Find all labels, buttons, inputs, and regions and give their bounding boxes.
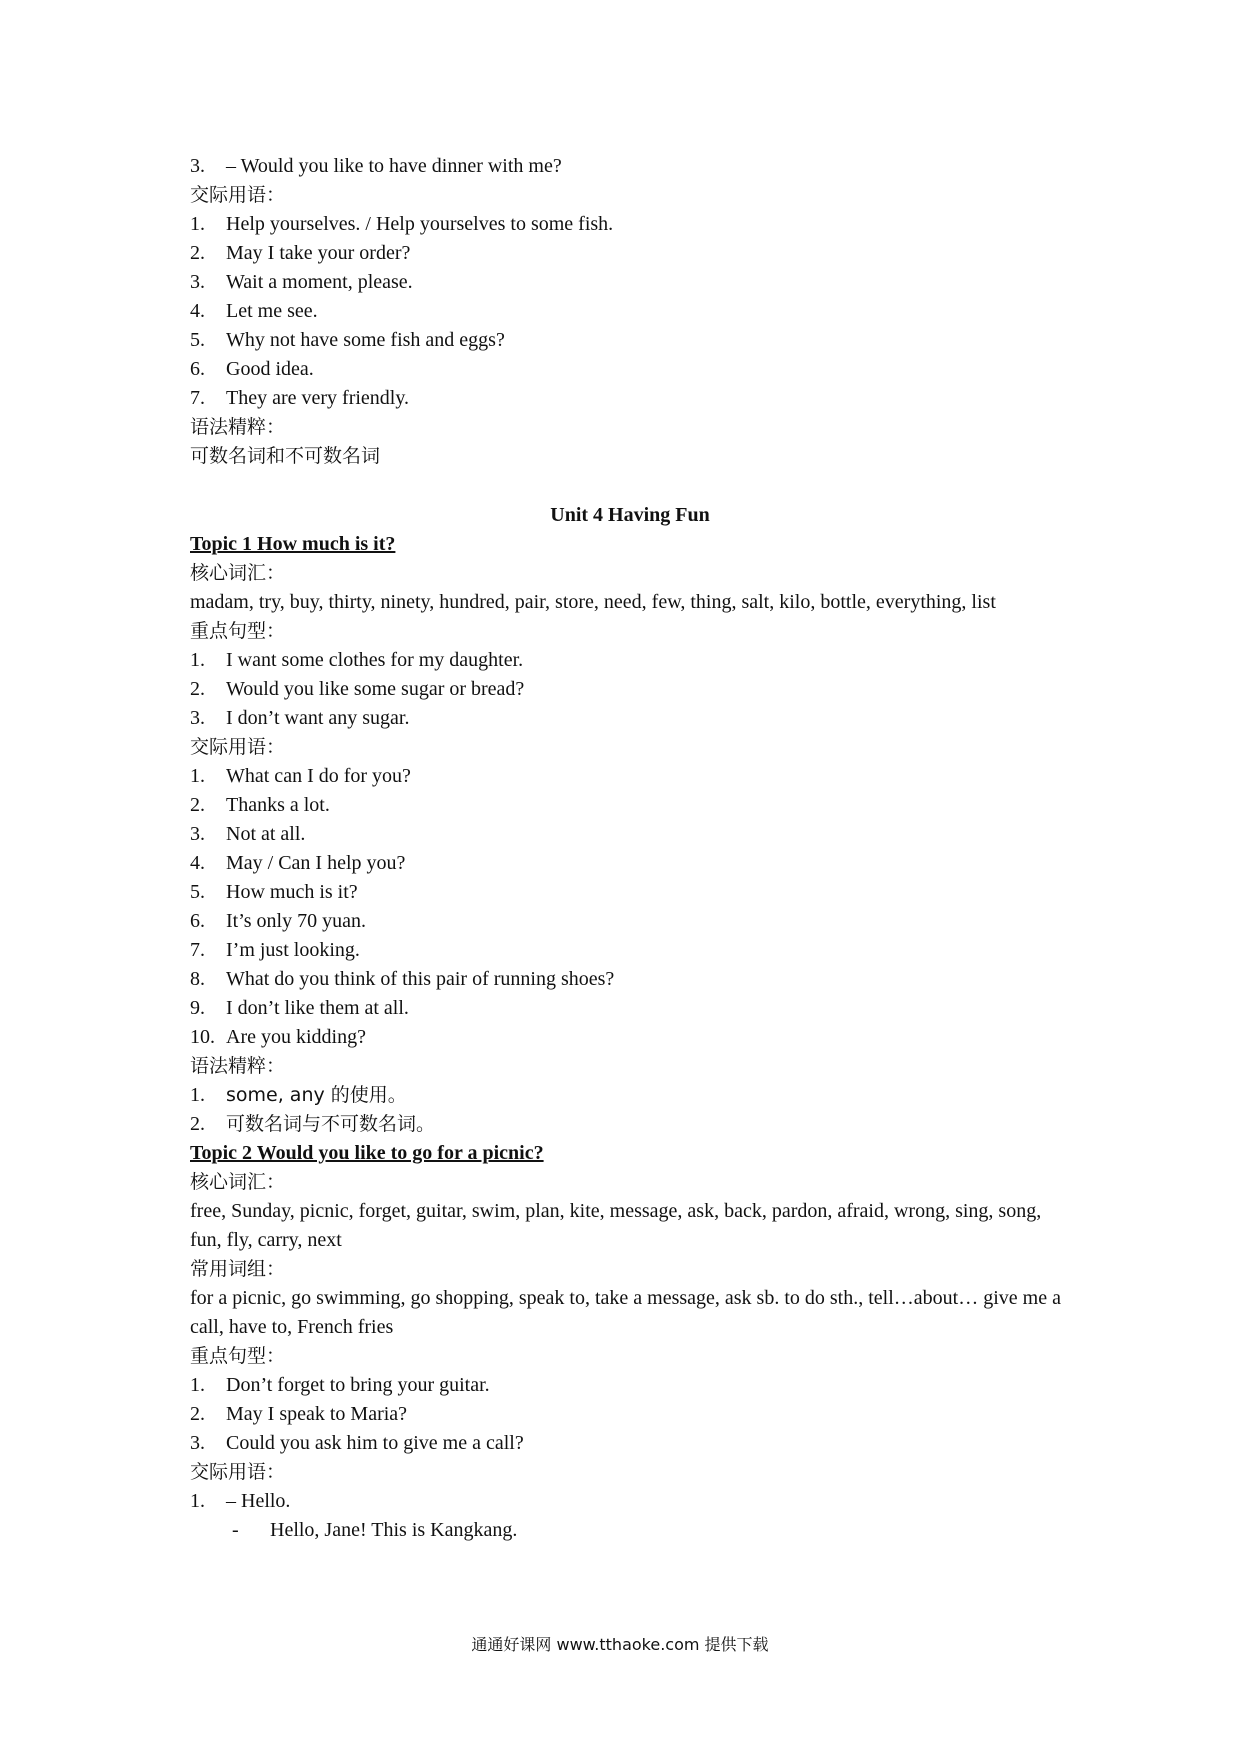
list-item: [190, 152, 1070, 181]
item-text: May / Can I help you?: [226, 852, 406, 874]
item-number: 3.: [190, 1432, 205, 1454]
topic-title: Topic 1 How much is it?: [190, 533, 396, 555]
list-item: [190, 1487, 1070, 1516]
item-number: 6.: [190, 910, 205, 932]
reply-dash: -: [232, 1519, 239, 1541]
section-heading: 交际用语：: [190, 184, 286, 206]
item-number: 1.: [190, 1084, 205, 1106]
item-number: 3.: [190, 271, 205, 293]
list-item: [190, 268, 1070, 297]
item-number: 4.: [190, 852, 205, 874]
list-item: [190, 1371, 1070, 1400]
item-text: – Would you like to have dinner with me?: [226, 155, 562, 177]
item-number: 3.: [190, 707, 205, 729]
item-number: 1.: [190, 765, 205, 787]
item-text: I’m just looking.: [226, 939, 360, 961]
section-heading: 重点句型：: [190, 620, 286, 642]
item-text: Let me see.: [226, 300, 318, 322]
item-number: 7.: [190, 387, 205, 409]
dialogue-reply: [190, 1516, 1070, 1545]
spacer: [190, 471, 1070, 501]
list-item: [190, 704, 1070, 733]
item-number: 1.: [190, 1374, 205, 1396]
item-number: 8.: [190, 968, 205, 990]
list-item: [190, 239, 1070, 268]
list-item: [190, 820, 1070, 849]
section-heading: 核心词汇：: [190, 1171, 286, 1193]
section-heading: 重点句型：: [190, 1345, 286, 1367]
list-item: [190, 297, 1070, 326]
item-number: 9.: [190, 997, 205, 1019]
item-number: 3.: [190, 155, 205, 177]
list-item: [190, 1023, 1070, 1052]
item-text: Could you ask him to give me a call?: [226, 1432, 524, 1454]
section-heading: 常用词组：: [190, 1258, 286, 1280]
list-item: [190, 210, 1070, 239]
item-number: 2.: [190, 242, 205, 264]
list-item: [190, 384, 1070, 413]
item-number: 5.: [190, 329, 205, 351]
list-item: [190, 646, 1070, 675]
item-text: May I speak to Maria?: [226, 1403, 408, 1425]
list-item: [190, 1081, 1070, 1110]
item-number: 2.: [190, 1113, 205, 1135]
item-text: Don’t forget to bring your guitar.: [226, 1374, 490, 1396]
list-item: [190, 326, 1070, 355]
item-number: 10.: [190, 1026, 215, 1048]
unit-title: Unit 4 Having Fun: [550, 504, 710, 526]
item-text: Help yourselves. / Help yourselves to some fish.: [226, 213, 614, 235]
item-text: I want some clothes for my daughter.: [226, 649, 524, 671]
item-text: What do you think of this pair of running shoes?: [226, 968, 615, 990]
item-text: Good idea.: [226, 358, 314, 380]
item-text: I don’t want any sugar.: [226, 707, 410, 729]
item-text: – Hello.: [226, 1490, 291, 1512]
topic-title: Topic 2 Would you like to go for a picnic?: [190, 1142, 544, 1164]
item-text: Not at all.: [226, 823, 306, 845]
section-heading: 核心词汇：: [190, 562, 286, 584]
item-text: Why not have some fish and eggs?: [226, 329, 505, 351]
item-number: 7.: [190, 939, 205, 961]
item-number: 1.: [190, 1490, 205, 1512]
item-number: 1.: [190, 649, 205, 671]
vocab-text: free, Sunday, picnic, forget, guitar, swim, plan, kite, message, ask, back, pardon, afraid, wrong, sing, song, fun, fly, carry, next: [190, 1200, 1042, 1251]
list-item: [190, 675, 1070, 704]
grammar-text: 可数名词和不可数名词: [190, 445, 381, 467]
reply-text: Hello, Jane! This is Kangkang.: [270, 1519, 518, 1541]
list-item: [190, 936, 1070, 965]
item-number: 6.: [190, 358, 205, 380]
list-item: [190, 762, 1070, 791]
item-number: 2.: [190, 1403, 205, 1425]
vocab-text: madam, try, buy, thirty, ninety, hundred, pair, store, need, few, thing, salt, kilo, bottle, everything, list: [190, 591, 996, 613]
item-text: How much is it?: [226, 881, 358, 903]
section-heading: 交际用语：: [190, 736, 286, 758]
list-item: [190, 355, 1070, 384]
item-text: Thanks a lot.: [226, 794, 330, 816]
item-number: 3.: [190, 823, 205, 845]
phrase-text: for a picnic, go swimming, go shopping, speak to, take a message, ask sb. to do sth., tell…about… give me a call, have to, French fries: [190, 1287, 1061, 1338]
page-footer: 通通好课网 www.tthaoke.com 提供下载: [471, 1635, 769, 1654]
item-text: Would you like some sugar or bread?: [226, 678, 525, 700]
item-number: 2.: [190, 678, 205, 700]
item-text: Wait a moment, please.: [226, 271, 413, 293]
item-number: 2.: [190, 794, 205, 816]
list-item: [190, 965, 1070, 994]
list-item: [190, 1110, 1070, 1139]
list-item: [190, 1400, 1070, 1429]
list-item: [190, 878, 1070, 907]
item-text: It’s only 70 yuan.: [226, 910, 366, 932]
item-text: May I take your order?: [226, 242, 411, 264]
item-number: 1.: [190, 213, 205, 235]
item-text: Are you kidding?: [226, 1026, 366, 1048]
list-item: [190, 994, 1070, 1023]
item-text: They are very friendly.: [226, 387, 410, 409]
section-heading: 交际用语：: [190, 1461, 286, 1483]
item-text: I don’t like them at all.: [226, 997, 409, 1019]
item-number: 4.: [190, 300, 205, 322]
item-number: 5.: [190, 881, 205, 903]
item-text: some, any 的使用。: [226, 1084, 407, 1106]
document-page: [190, 152, 1070, 1545]
list-item: [190, 907, 1070, 936]
section-heading: 语法精粹：: [190, 1055, 286, 1077]
list-item: [190, 849, 1070, 878]
item-text: 可数名词与不可数名词。: [226, 1113, 436, 1135]
list-item: [190, 791, 1070, 820]
item-text: What can I do for you?: [226, 765, 411, 787]
section-heading: 语法精粹：: [190, 416, 286, 438]
list-item: [190, 1429, 1070, 1458]
